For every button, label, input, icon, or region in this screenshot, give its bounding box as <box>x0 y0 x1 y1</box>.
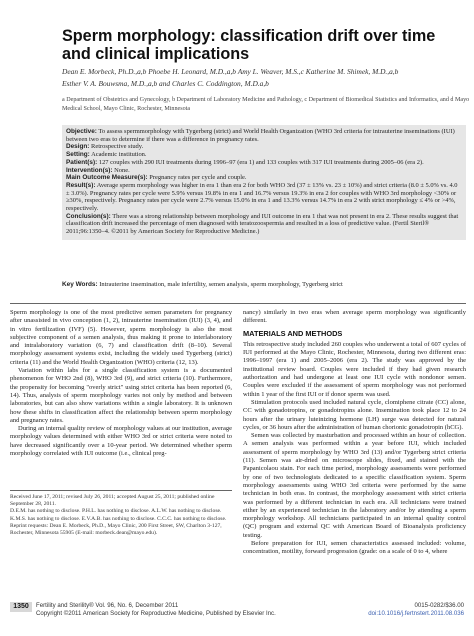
abstract-box <box>62 125 466 240</box>
right-column <box>243 309 466 557</box>
keywords <box>62 281 466 289</box>
keywords-text: Intrauterine insemination, male infertility, semen analysis, sperm morphology, Tygerberg strict <box>99 281 343 288</box>
affiliations: a Department of Obstetrics and Gynecology, b Department of Laboratory Medicine and Pathology, c Department of Biomedical Statistics and Informatics, and d Mayo Medical School, Mayo Clinic, Rochester, Minnesota <box>62 97 470 112</box>
page-number: 1350 <box>10 602 32 612</box>
abstract-patients: Patient(s): 127 couples with 290 IUI treatments during 1996–97 (era 1) and 133 couples with 317 IUI treatments during 2005–06 (era 2). <box>66 158 424 166</box>
methods-paragraph-3: Semen was collected by masturbation and processed within an hour of collection. A semen analysis was performed within a year before IUI, which included assessment of sperm morphology by WHO 3rd (13) and/or Tygerberg strict criteria (11). Semen was air-dried on microscope slides, fixed, and stained with the Papanicolaou stain. For each time period, morphology assessments were performed by one of two technologists dedicated to a specific classification system. Sperm morphology assessments using WHO 3rd criteria were performed by the same technician in both eras. In contrast, the morphology assessment with strict criteria was performed by a different technician in each era. All technicians were trained either by an experienced technician in the laboratory and/or by attending a sperm morphology workshop. All technicians participated in an internal quality control (QC) program and external QC with American Board of Bioanalysis proficiency testing. <box>243 432 466 539</box>
intro-paragraph-2: Variation within labs for a single classification system is a documented phenomenon for WHO 2nd (8), WHO 3rd (9), and strict criteria (10). Furthermore, the propensity for becoming "overly strict" using strict criteria has been reported (6, 14). Thus, analysis of sperm morphology varies not only by method and between laboratories, but can also show variations within a single laboratory. It is unknown how these shifts in classification affect the relationship between sperm morphology and pregnancy rates. <box>10 367 232 424</box>
abstract-results: Result(s): Average sperm morphology was higher in era 1 than era 2 for both WHO 3rd (37 ± 13% vs. 23 ± 10%) and strict criteria (8.0 ± 5.0% vs. 4.0 ± 3.0%). Pregnancy rates per cycle were 5.9% versus 19.8% in era 1 and 16.7% versus 19.3% in era 2 for couples with WHO 3rd morphology <30% or ≥30%, respectively. Pregnancy rates per cycle were 2.7% versus 15.0% in era 1 and 13.3% versus 14.7% in era 2 with strict morphology ≤ 4% or >4%, respectively. <box>66 181 458 213</box>
author-line-1: Dean E. Morbeck, Ph.D.,a,b Phoebe H. Leonard, M.D.,a,b Amy L. Weaver, M.S.,c Katherine M. Shimek, M.D.,a,b <box>62 67 399 76</box>
abstract-interventions: Intervention(s): None. <box>66 166 130 174</box>
methods-paragraph-2: Stimulation protocols used included natural cycle, clomiphene citrate (CC) alone, CC with gonadotropins, or gonadotropins alone. Insemination took place 12 to 24 hours after the urinary luteinizing hormone (LH) surge was detected for natural cycles, or 36 hours after the administration of human chorionic gonadotropin (hCG). <box>243 398 466 431</box>
received-dates: Received June 17, 2011; revised July 26, 2011; accepted August 25, 2011; published online September 28, 2011. <box>10 494 215 508</box>
issn: 0015-0282/$36.00 <box>414 602 464 609</box>
intro-paragraph-3: During an internal quality review of morphology values at our institution, average morphology values determined with either WHO 3rd or strict criteria were noted to have decreased significantly over a 10-year period. We determined whether sperm morphology correlated with IUI outcome (i.e., clinical preg- <box>10 425 232 458</box>
journal-info: Fertility and Sterility® Vol. 96, No. 6, December 2011 <box>36 602 179 609</box>
abstract-setting: Setting: Academic institution. <box>66 151 147 159</box>
left-column <box>10 309 232 458</box>
author-list <box>62 66 472 89</box>
article-title: Sperm morphology: classification drift over time and clinical implications <box>62 27 436 63</box>
copyright: Copyright ©2011 American Society for Reproductive Medicine, Published by Elsevier Inc. <box>36 610 276 617</box>
disclosures: D.E.M. has nothing to disclose. P.H.L. has nothing to disclose. A.L.W. has nothing to disclose. K.M.S. has nothing to disclose. E.V.A.B. has nothing to disclose. C.C.C. has nothing to disclose. <box>10 508 227 522</box>
footnotes <box>10 494 232 537</box>
footnote-divider <box>10 490 232 491</box>
intro-continuation: nancy) similarly in two eras when average sperm morphology was significantly different. <box>243 309 466 325</box>
section-divider <box>10 303 466 304</box>
abstract-objective: Objective: To assess spermmorphology with Tygerberg (strict) and World Health Organization (WHO 3rd criteria for intrauterine inseminations (IUI) between two eras to determine if there was a difference in pregnancy rates. <box>66 128 455 143</box>
author-line-2: Esther V. A. Bouwsma, M.D.,a,b and Charles C. Coddington, M.D.a,b <box>62 78 269 88</box>
reprint-requests: Reprint requests: Dean E. Morbeck, Ph.D., Mayo Clinic, 200 First Street, SW, Charlton 3-127, Rochester, Minnesota 55905 (E-mail: morbeck.dean@mayo.edu). <box>10 522 222 537</box>
doi-link[interactable]: doi:10.1016/j.fertnstert.2011.08.036 <box>368 610 464 617</box>
journal-citation <box>36 602 276 618</box>
keywords-label: Key Words: <box>62 281 98 288</box>
abstract-design: Design: Retrospective study. <box>66 143 144 151</box>
abstract-conclusions: Conclusion(s): There was a strong relationship between morphology and IUI outcome in era 1 that was not present in era 2. These results suggest that classification drift increased the percentage of men diagnosed with teratozoospermia and resulted in a loss of predictive value. (Fertil Steril® 2011;96:1350–4. ©2011 by American Society for Reproductive Medicine.) <box>66 212 459 236</box>
intro-paragraph-1: Sperm morphology is one of the most predictive semen parameters for pregnancy after unassisted in vivo conception (1, 2), intrauterine insemination (IUI) (3, 4), and in vitro fertilization (IVF) (5). However, sperm morphology is also the most subjective component of a semen analysis, thus making it prone to interlaboratory and intralaboratory variation (6, 7) and classification drift (8–10). Several morphology assessment systems exist, including the widely used Tygerberg (strict) criteria (11) and the World Health Organization (WHO) criteria (12, 13). <box>10 309 232 366</box>
abstract-outcome: Main Outcome Measure(s): Pregnancy rates per cycle and couple. <box>66 174 247 182</box>
methods-paragraph-1: This retrospective study included 260 couples who underwent a total of 607 cycles of IUI performed at the Mayo Clinic, Rochester, Minnesota, during two different eras: 1996–1997 (era 1) and 2005–2006 (era 2). The study was approved by the institutional review board. Couples were included if they had given research authorization and had undergone at least one IUI cycle with nondonor semen. Couples were excluded if the assessment of sperm morphology was not performed within 1 year of the first IUI or if donor sperm was used. <box>243 340 466 398</box>
section-heading-methods: MATERIALS AND METHODS <box>243 328 343 338</box>
methods-paragraph-4: Before preparation for IUI, semen characteristics assessed included: volume, concentration, motility, forward progression (grade: on a scale of 0 to 4, where <box>243 540 466 556</box>
article-identifiers <box>368 602 464 618</box>
